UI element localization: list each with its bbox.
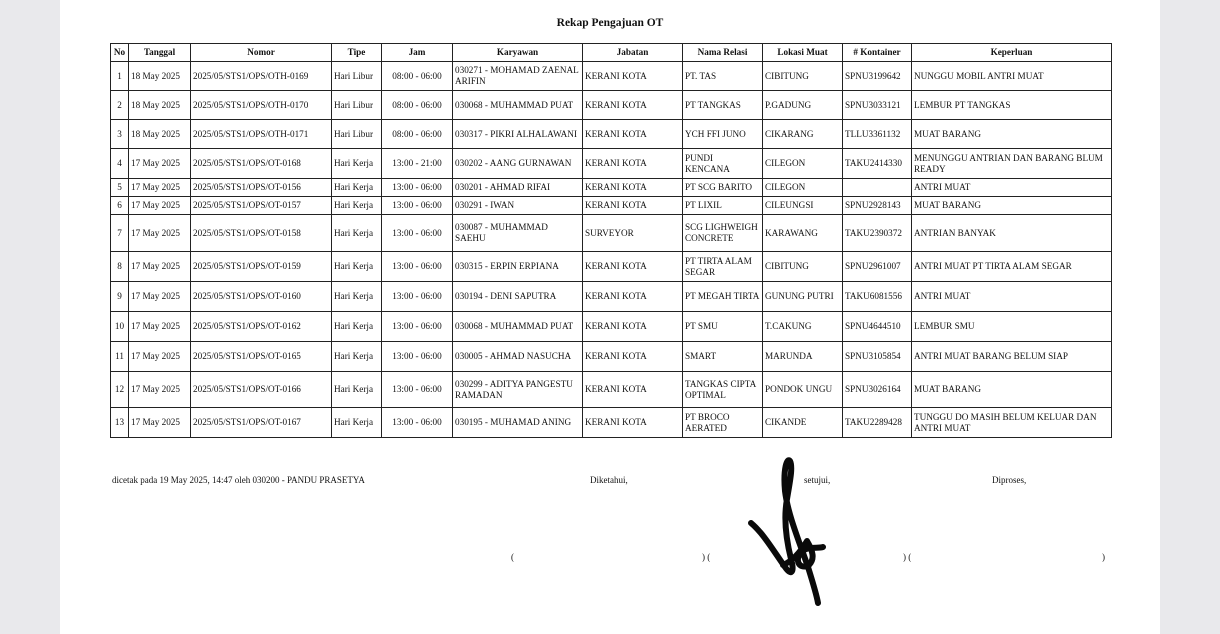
table-row (111, 252, 1112, 282)
cell-no: 6 (111, 197, 129, 215)
cell-keperluan: MUAT BARANG (912, 197, 1112, 215)
cell-lokasi-muat: MARUNDA (763, 342, 843, 372)
table-row (111, 197, 1112, 215)
col-header-tipe: Tipe (332, 44, 382, 62)
cell-keperluan: MUAT BARANG (912, 372, 1112, 408)
cell-jam: 13:00 - 06:00 (382, 312, 453, 342)
cell-tanggal: 18 May 2025 (129, 120, 191, 149)
cell-keperluan: ANTRI MUAT (912, 282, 1112, 312)
cell-jam: 13:00 - 06:00 (382, 282, 453, 312)
table-row (111, 179, 1112, 197)
cell-keperluan: TUNGGU DO MASIH BELUM KELUAR DAN ANTRI MUAT (912, 408, 1112, 438)
cell-tanggal: 17 May 2025 (129, 282, 191, 312)
cell-keperluan: LEMBUR PT TANGKAS (912, 91, 1112, 120)
cell-karyawan: 030087 - MUHAMMAD SAEHU (453, 215, 583, 252)
cell-jabatan: KERANI KOTA (583, 91, 683, 120)
cell-kontainer (843, 179, 912, 197)
cell-keperluan: ANTRI MUAT PT TIRTA ALAM SEGAR (912, 252, 1112, 282)
cell-no: 2 (111, 91, 129, 120)
col-header-karyawan: Karyawan (453, 44, 583, 62)
cell-jam: 13:00 - 06:00 (382, 408, 453, 438)
diproses-label: Diproses, (992, 475, 1027, 485)
cell-no: 9 (111, 282, 129, 312)
cell-kontainer: TAKU2289428 (843, 408, 912, 438)
cell-nomor: 2025/05/STS1/OPS/OT-0156 (191, 179, 332, 197)
cell-nama-relasi: PUNDI KENCANA (683, 149, 763, 179)
signature-paren-1-close: ) ( (702, 552, 711, 562)
col-header-no: No (111, 44, 129, 62)
cell-nomor: 2025/05/STS1/OPS/OT-0165 (191, 342, 332, 372)
cell-nama-relasi: TANGKAS CIPTA OPTIMAL (683, 372, 763, 408)
cell-tipe: Hari Kerja (332, 312, 382, 342)
cell-lokasi-muat: CIKANDE (763, 408, 843, 438)
cell-nama-relasi: SMART (683, 342, 763, 372)
cell-nomor: 2025/05/STS1/OPS/OT-0159 (191, 252, 332, 282)
cell-jam: 13:00 - 06:00 (382, 342, 453, 372)
cell-nomor: 2025/05/STS1/OPS/OT-0158 (191, 215, 332, 252)
cell-kontainer: SPNU2961007 (843, 252, 912, 282)
cell-jabatan: SURVEYOR (583, 215, 683, 252)
cell-tipe: Hari Libur (332, 62, 382, 91)
cell-tipe: Hari Kerja (332, 342, 382, 372)
cell-jabatan: KERANI KOTA (583, 120, 683, 149)
col-header-lokasi-muat: Lokasi Muat (763, 44, 843, 62)
cell-no: 1 (111, 62, 129, 91)
cell-tipe: Hari Kerja (332, 282, 382, 312)
cell-no: 13 (111, 408, 129, 438)
cell-tipe: Hari Kerja (332, 408, 382, 438)
table-row (111, 91, 1112, 120)
cell-no: 3 (111, 120, 129, 149)
cell-karyawan: 030291 - IWAN (453, 197, 583, 215)
table-row (111, 62, 1112, 91)
cell-jabatan: KERANI KOTA (583, 179, 683, 197)
cell-kontainer: SPNU3026164 (843, 372, 912, 408)
disetujui-label: setujui, (804, 475, 831, 485)
cell-no: 4 (111, 149, 129, 179)
cell-tipe: Hari Kerja (332, 179, 382, 197)
col-header-kontainer: # Kontainer (843, 44, 912, 62)
diketahui-label: Diketahui, (590, 475, 628, 485)
cell-karyawan: 030201 - AHMAD RIFAI (453, 179, 583, 197)
table-row (111, 120, 1112, 149)
cell-keperluan: ANTRI MUAT BARANG BELUM SIAP (912, 342, 1112, 372)
cell-kontainer: SPNU3105854 (843, 342, 912, 372)
cell-no: 10 (111, 312, 129, 342)
cell-jabatan: KERANI KOTA (583, 312, 683, 342)
cell-tanggal: 17 May 2025 (129, 197, 191, 215)
cell-nomor: 2025/05/STS1/OPS/OTH-0171 (191, 120, 332, 149)
cell-tanggal: 18 May 2025 (129, 91, 191, 120)
cell-kontainer: SPNU3033121 (843, 91, 912, 120)
col-header-jabatan: Jabatan (583, 44, 683, 62)
cell-nomor: 2025/05/STS1/OPS/OTH-0169 (191, 62, 332, 91)
cell-no: 8 (111, 252, 129, 282)
cell-nama-relasi: PT SCG BARITO (683, 179, 763, 197)
table-row (111, 342, 1112, 372)
signature-paren-2-close: ) ( (903, 552, 912, 562)
cell-tanggal: 17 May 2025 (129, 149, 191, 179)
cell-nama-relasi: PT LIXIL (683, 197, 763, 215)
cell-jabatan: KERANI KOTA (583, 197, 683, 215)
cell-jam: 13:00 - 06:00 (382, 179, 453, 197)
cell-keperluan: ANTRI MUAT (912, 179, 1112, 197)
cell-karyawan: 030068 - MUHAMMAD PUAT (453, 312, 583, 342)
cell-nama-relasi: PT MEGAH TIRTA (683, 282, 763, 312)
cell-nomor: 2025/05/STS1/OPS/OT-0167 (191, 408, 332, 438)
printed-info: dicetak pada 19 May 2025, 14:47 oleh 030200 - PANDU PRASETYA (112, 475, 365, 485)
cell-kontainer: SPNU4644510 (843, 312, 912, 342)
cell-nama-relasi: PT TIRTA ALAM SEGAR (683, 252, 763, 282)
cell-nama-relasi: PT SMU (683, 312, 763, 342)
table-row (111, 149, 1112, 179)
cell-karyawan: 030317 - PIKRI ALHALAWANI (453, 120, 583, 149)
cell-jam: 13:00 - 06:00 (382, 197, 453, 215)
col-header-nama-relasi: Nama Relasi (683, 44, 763, 62)
cell-lokasi-muat: PONDOK UNGU (763, 372, 843, 408)
cell-jabatan: KERANI KOTA (583, 149, 683, 179)
cell-karyawan: 030202 - AANG GURNAWAN (453, 149, 583, 179)
cell-nomor: 2025/05/STS1/OPS/OT-0168 (191, 149, 332, 179)
document-page (60, 0, 1160, 634)
col-header-tanggal: Tanggal (129, 44, 191, 62)
cell-tipe: Hari Libur (332, 91, 382, 120)
cell-jam: 08:00 - 06:00 (382, 120, 453, 149)
cell-nomor: 2025/05/STS1/OPS/OT-0157 (191, 197, 332, 215)
table-row (111, 312, 1112, 342)
cell-lokasi-muat: CIBITUNG (763, 62, 843, 91)
cell-karyawan: 030068 - MUHAMMAD PUAT (453, 91, 583, 120)
cell-jabatan: KERANI KOTA (583, 62, 683, 91)
cell-karyawan: 030315 - ERPIN ERPIANA (453, 252, 583, 282)
cell-lokasi-muat: P.GADUNG (763, 91, 843, 120)
cell-tipe: Hari Kerja (332, 149, 382, 179)
cell-tipe: Hari Kerja (332, 215, 382, 252)
cell-tipe: Hari Libur (332, 120, 382, 149)
cell-keperluan: LEMBUR SMU (912, 312, 1112, 342)
cell-lokasi-muat: CILEGON (763, 179, 843, 197)
cell-kontainer: TAKU2414330 (843, 149, 912, 179)
cell-nomor: 2025/05/STS1/OPS/OT-0166 (191, 372, 332, 408)
cell-nomor: 2025/05/STS1/OPS/OT-0162 (191, 312, 332, 342)
col-header-jam: Jam (382, 44, 453, 62)
cell-kontainer: TAKU6081556 (843, 282, 912, 312)
cell-kontainer: TLLU3361132 (843, 120, 912, 149)
cell-kontainer: TAKU2390372 (843, 215, 912, 252)
cell-lokasi-muat: KARAWANG (763, 215, 843, 252)
cell-kontainer: SPNU3199642 (843, 62, 912, 91)
cell-tipe: Hari Kerja (332, 372, 382, 408)
table-header-row (111, 44, 1112, 62)
cell-jabatan: KERANI KOTA (583, 342, 683, 372)
cell-no: 7 (111, 215, 129, 252)
cell-jam: 08:00 - 06:00 (382, 62, 453, 91)
col-header-keperluan: Keperluan (912, 44, 1112, 62)
cell-tanggal: 17 May 2025 (129, 179, 191, 197)
table-row (111, 372, 1112, 408)
cell-nama-relasi: PT TANGKAS (683, 91, 763, 120)
cell-nama-relasi: PT. TAS (683, 62, 763, 91)
cell-jam: 13:00 - 06:00 (382, 252, 453, 282)
cell-jabatan: KERANI KOTA (583, 282, 683, 312)
cell-keperluan: MUAT BARANG (912, 120, 1112, 149)
signature-paren-1-open: ( (511, 552, 514, 562)
cell-karyawan: 030271 - MOHAMAD ZAENAL ARIFIN (453, 62, 583, 91)
cell-jam: 13:00 - 21:00 (382, 149, 453, 179)
cell-tipe: Hari Kerja (332, 197, 382, 215)
cell-no: 12 (111, 372, 129, 408)
cell-tanggal: 17 May 2025 (129, 342, 191, 372)
ot-table (110, 43, 1112, 438)
cell-nama-relasi: PT BROCO AERATED (683, 408, 763, 438)
cell-keperluan: MENUNGGU ANTRIAN DAN BARANG BLUM READY (912, 149, 1112, 179)
cell-tanggal: 18 May 2025 (129, 62, 191, 91)
cell-tipe: Hari Kerja (332, 252, 382, 282)
cell-karyawan: 030194 - DENI SAPUTRA (453, 282, 583, 312)
cell-tanggal: 17 May 2025 (129, 252, 191, 282)
cell-no: 11 (111, 342, 129, 372)
cell-nama-relasi: SCG LIGHWEIGH CONCRETE (683, 215, 763, 252)
table-row (111, 408, 1112, 438)
cell-jam: 13:00 - 06:00 (382, 215, 453, 252)
cell-jam: 08:00 - 06:00 (382, 91, 453, 120)
cell-karyawan: 030005 - AHMAD NASUCHA (453, 342, 583, 372)
cell-kontainer: SPNU2928143 (843, 197, 912, 215)
cell-tanggal: 17 May 2025 (129, 408, 191, 438)
cell-tanggal: 17 May 2025 (129, 312, 191, 342)
col-header-nomor: Nomor (191, 44, 332, 62)
cell-nomor: 2025/05/STS1/OPS/OT-0160 (191, 282, 332, 312)
table-row (111, 282, 1112, 312)
cell-no: 5 (111, 179, 129, 197)
cell-tanggal: 17 May 2025 (129, 372, 191, 408)
signature-paren-3-close: ) (1102, 552, 1105, 562)
cell-lokasi-muat: CILEUNGSI (763, 197, 843, 215)
document-title: Rekap Pengajuan OT (556, 17, 664, 29)
cell-jabatan: KERANI KOTA (583, 372, 683, 408)
cell-keperluan: NUNGGU MOBIL ANTRI MUAT (912, 62, 1112, 91)
cell-nama-relasi: YCH FFI JUNO (683, 120, 763, 149)
cell-lokasi-muat: T.CAKUNG (763, 312, 843, 342)
cell-tanggal: 17 May 2025 (129, 215, 191, 252)
cell-jabatan: KERANI KOTA (583, 252, 683, 282)
table-row (111, 215, 1112, 252)
cell-lokasi-muat: GUNUNG PUTRI (763, 282, 843, 312)
cell-keperluan: ANTRIAN BANYAK (912, 215, 1112, 252)
handwritten-signature (743, 455, 838, 607)
cell-lokasi-muat: CIBITUNG (763, 252, 843, 282)
cell-karyawan: 030195 - MUHAMAD ANING (453, 408, 583, 438)
cell-karyawan: 030299 - ADITYA PANGESTU RAMADAN (453, 372, 583, 408)
cell-jabatan: KERANI KOTA (583, 408, 683, 438)
cell-lokasi-muat: CILEGON (763, 149, 843, 179)
cell-nomor: 2025/05/STS1/OPS/OTH-0170 (191, 91, 332, 120)
cell-lokasi-muat: CIKARANG (763, 120, 843, 149)
cell-jam: 13:00 - 06:00 (382, 372, 453, 408)
